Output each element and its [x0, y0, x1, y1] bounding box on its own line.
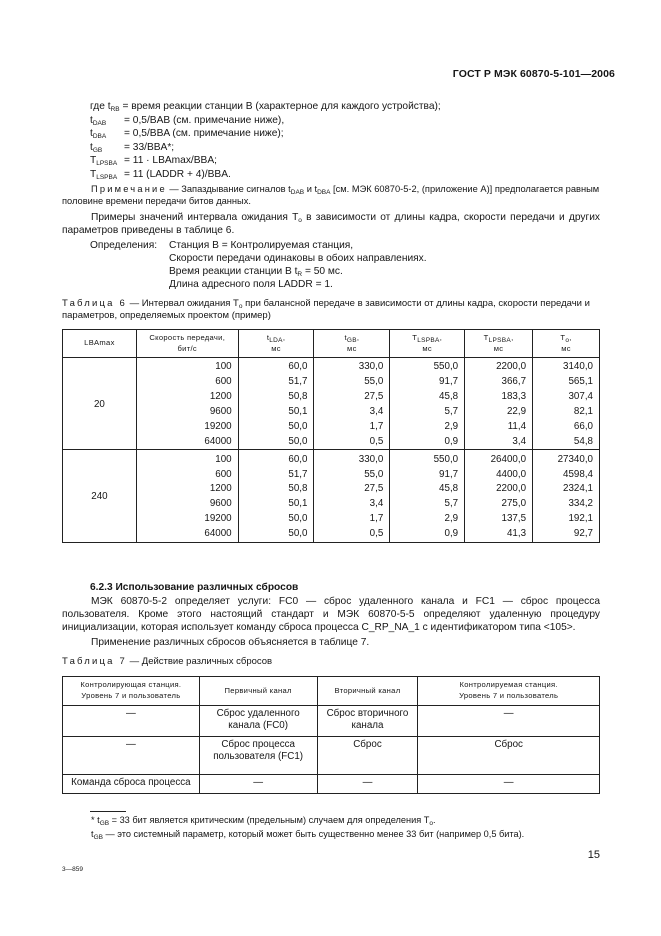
table-cell: 19200	[136, 512, 238, 527]
table-cell: 1200	[136, 482, 238, 497]
table-cell: 54,8	[533, 434, 600, 449]
table-row	[63, 482, 600, 497]
table-row	[63, 527, 600, 542]
table-row	[63, 512, 600, 527]
section-paragraph: МЭК 60870-5-2 определяет услуги: FC0 — сброс удаленного канала и FC1 — сброс процесса пользователя. Кроме этого настоящий стандарт и МЭК 60870-5-5 определяют удаленную процедуру инициализации, которая использует команду сброса процесса C_RP_NA_1 с идентификатором типа <105>.	[62, 596, 600, 633]
definition-row: $t_{DBA} = 0,5/BBA$ (см. примечание ниже);	[90, 128, 284, 141]
paragraph-examples: Примеры значений интервала ожидания $T_o$ в зависимости от длины кадра, скорости передачи и других параметров приведены в таблице 6.	[62, 212, 600, 236]
table-cell: 0,9	[390, 527, 465, 542]
operation-line: Время реакции станции В $t_R = 50$ мс.	[169, 265, 343, 278]
header-controlling-station: Контролирующая станция. Уровень 7 и пользователь	[63, 677, 200, 706]
table-cell: 51,7	[238, 467, 314, 482]
footnote-2: $t_{GB}$ — это системный параметр, который может быть существенно менее 33 бит (например 0,5 бита).	[91, 829, 525, 841]
table-cell: 2200,0	[465, 358, 533, 375]
table-cell: 3,4	[314, 497, 390, 512]
header-tlspba: $T_{LSPBA}$, мс	[390, 330, 465, 358]
table-cell: 334,2	[533, 497, 600, 512]
table7-caption: Таблица 7 — Действие различных сбросов	[62, 656, 273, 667]
definition-row: $T_{LPSBA} = 11 \cdot LBAmax/BBA$;	[90, 155, 217, 168]
table-cell: 55,0	[314, 467, 390, 482]
table7-caption-label: Таблица 7	[62, 656, 127, 667]
table-cell: 50,8	[238, 482, 314, 497]
table-cell: 50,1	[238, 497, 314, 512]
table-cell: 2200,0	[465, 482, 533, 497]
table-row: — Сброс удаленного канала (FC0) Сброс вторичного канала —	[63, 706, 600, 737]
table-row	[63, 467, 600, 482]
table-row: — Сброс процесса пользователя (FC1) Сброс Сброс	[63, 737, 600, 775]
header-tgb: $t_{GB}$, мс	[314, 330, 390, 358]
table-cell: 50,8	[238, 390, 314, 405]
table-cell: 50,0	[238, 434, 314, 449]
table-cell: 366,7	[465, 375, 533, 390]
table-cell: 330,0	[314, 358, 390, 375]
table-cell: 3,4	[314, 405, 390, 420]
table-cell: 2,9	[390, 512, 465, 527]
table-cell: 91,7	[390, 467, 465, 482]
table6-header-row	[63, 330, 600, 358]
table-cell: 0,5	[314, 527, 390, 542]
lbamax-cell: 240	[63, 450, 137, 542]
header-lbamax: LBAmax	[63, 330, 137, 358]
note-label: Примечание	[91, 184, 167, 194]
table7-header-row	[63, 677, 600, 706]
header-speed: Скорость передачи, бит/с	[136, 330, 238, 358]
table6-caption: Таблица 6 — Интервал ожидания $T_o$ при балансной передаче в зависимости от длины кадра, скорости передачи и параметров, определяемых проектом (пример)	[62, 298, 590, 322]
table-cell: 45,8	[390, 390, 465, 405]
table-cell: 41,3	[465, 527, 533, 542]
table-cell: 1,7	[314, 512, 390, 527]
print-code: 3—859	[62, 866, 83, 873]
definition-lead: где	[90, 101, 105, 112]
header-tlda: $t_{LDA}$, мс	[238, 330, 314, 358]
operation-line: Длина адресного поля LADDR = 1.	[169, 278, 333, 290]
section-paragraph-2: Применение различных сбросов объясняется в таблице 7.	[91, 637, 370, 648]
table-row	[63, 358, 600, 375]
table-cell: 45,8	[390, 482, 465, 497]
operation-label: Определения:	[90, 240, 158, 251]
table-row: Команда сброса процесса — — —	[63, 775, 600, 794]
table-cell: 60,0	[238, 358, 314, 375]
table-cell: 50,0	[238, 527, 314, 542]
definition-row: $t_{GB} = 33/BBA*$;	[90, 141, 175, 154]
table-cell: 307,4	[533, 390, 600, 405]
table-cell: 565,1	[533, 375, 600, 390]
table-row	[63, 497, 600, 512]
table-cell: 2,9	[390, 420, 465, 435]
table-cell: 27,5	[314, 390, 390, 405]
table-cell: 600	[136, 375, 238, 390]
table-cell: 66,0	[533, 420, 600, 435]
header-to: $T_o$, мс	[533, 330, 600, 358]
table-cell: 4400,0	[465, 467, 533, 482]
note: Примечание — Запаздывание сигналов $t_{DAB}$ и $t_{DBA}$ [см. МЭК 60870-5-2, (приложение А)] предполагается равным половине времени передачи битов данных.	[62, 184, 600, 207]
table6-caption-label: Таблица 6	[62, 298, 127, 309]
table-row	[63, 450, 600, 467]
table-cell: 0,5	[314, 434, 390, 449]
table-cell: 550,0	[390, 450, 465, 467]
header-secondary-channel: Вторичный канал	[317, 677, 418, 706]
table-cell: 27340,0	[533, 450, 600, 467]
table-cell: 50,1	[238, 405, 314, 420]
table-cell: 55,0	[314, 375, 390, 390]
table-cell: 275,0	[465, 497, 533, 512]
table-cell: 550,0	[390, 358, 465, 375]
table-cell: 22,9	[465, 405, 533, 420]
table-row	[63, 420, 600, 435]
table-cell: 82,1	[533, 405, 600, 420]
page-number: 15	[587, 849, 600, 861]
table-cell: 19200	[136, 420, 238, 435]
table-cell: 64000	[136, 527, 238, 542]
table-row	[63, 390, 600, 405]
table-cell: 1,7	[314, 420, 390, 435]
definitions-block	[90, 101, 610, 183]
definition-row: $t_{DAB} = 0,5/BAB$ (см. примечание ниже),	[90, 114, 285, 127]
definition-row: $T_{LSPBA} = 11$ (LADDR + 4)/BBA.	[90, 168, 231, 181]
section-title: 6.2.3 Использование различных сбросов	[90, 582, 299, 593]
table-cell: 50,0	[238, 420, 314, 435]
table-row	[63, 375, 600, 390]
table-cell: 1200	[136, 390, 238, 405]
table-cell: 600	[136, 467, 238, 482]
table-cell: 183,3	[465, 390, 533, 405]
table-cell: 100	[136, 450, 238, 467]
operation-line: Станция В = Контролируемая станция,	[169, 240, 354, 251]
table-cell: 5,7	[390, 497, 465, 512]
table-cell: 11,4	[465, 420, 533, 435]
table7	[62, 676, 600, 794]
header-controlled-station: Контролируемая станция. Уровень 7 и пользователь	[418, 677, 600, 706]
footnote-divider	[90, 811, 126, 812]
table-cell: 26400,0	[465, 450, 533, 467]
table-cell: 0,9	[390, 434, 465, 449]
header-tlpsba: $T_{LPSBA}$, мс	[465, 330, 533, 358]
footnote-1: * $t_{GB} = 33$ бит является критическим (предельным) случаем для определения $T_o$.	[91, 815, 436, 827]
table6	[62, 329, 600, 543]
table-cell: 3140,0	[533, 358, 600, 375]
table-cell: 51,7	[238, 375, 314, 390]
table-cell: 330,0	[314, 450, 390, 467]
table-cell: 9600	[136, 497, 238, 512]
table-cell: 60,0	[238, 450, 314, 467]
lbamax-cell: 20	[63, 358, 137, 450]
definition-row: где $t_{RB}$ = время реакции станции В (характерное для каждого устройства);	[90, 101, 441, 113]
table-cell: 3,4	[465, 434, 533, 449]
table-cell: 64000	[136, 434, 238, 449]
document-header: ГОСТ Р МЭК 60870-5-101—2006	[452, 68, 615, 80]
header-primary-channel: Первичный канал	[199, 677, 317, 706]
table-cell: 4598,4	[533, 467, 600, 482]
operation-definitions	[90, 240, 427, 292]
table-cell: 27,5	[314, 482, 390, 497]
table-cell: 137,5	[465, 512, 533, 527]
table-cell: 91,7	[390, 375, 465, 390]
table-row	[63, 405, 600, 420]
table-cell: 50,0	[238, 512, 314, 527]
operation-line: Скорости передачи одинаковы в обоих направлениях.	[169, 252, 427, 264]
table-cell: 92,7	[533, 527, 600, 542]
table-cell: 9600	[136, 405, 238, 420]
table-cell: 5,7	[390, 405, 465, 420]
table-cell: 100	[136, 358, 238, 375]
table-row	[63, 434, 600, 449]
table-cell: 192,1	[533, 512, 600, 527]
table-cell: 2324,1	[533, 482, 600, 497]
